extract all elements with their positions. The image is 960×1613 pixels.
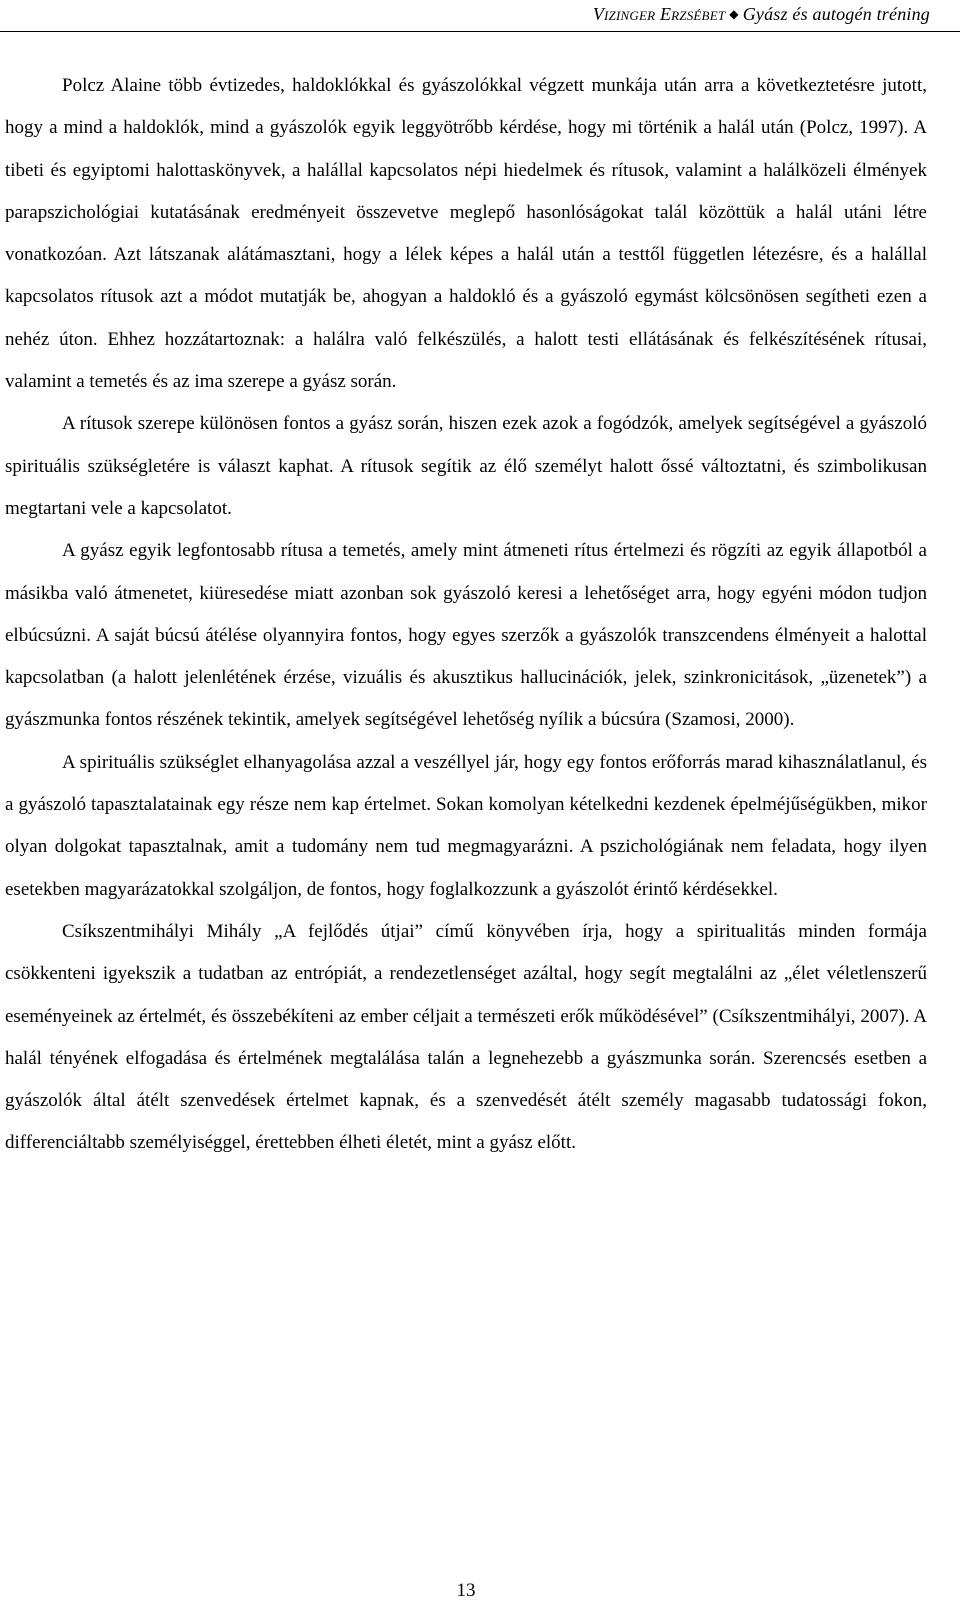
header-author: Vizinger Erzsébet bbox=[592, 4, 726, 24]
diamond-separator-icon: ◆ bbox=[729, 7, 739, 21]
page-number: 13 bbox=[456, 1580, 476, 1601]
body-text bbox=[5, 65, 927, 1165]
paragraph: Polcz Alaine több évtizedes, haldoklókkal és gyászolókkal végzett munkája után arra a következtetésre jutott, hogy a mind a haldoklók, mind a gyászolók egyik leggyötrőbb kérdése, hogy mi történik a halál után (Polcz, 1997). A tibeti és egyiptomi halottaskönyvek, a halállal kapcsolatos népi hiedelmek és rítusok, valamint a halálközeli élmények parapszichológiai kutatásának eredményeit összevetve meglepő hasonlóságokat talál közöttük a halál utáni létre vonatkozóan. Azt látszanak alátámasztani, hogy a lélek képes a halál után a testtől független létezésre, és a halállal kapcsolatos rítusok azt a módot mutatják be, ahogyan a haldokló és a gyászoló egymást kölcsönösen segítheti ezen a nehéz úton. Ehhez hozzátartoznak: a halálra való felkészülés, a halott testi ellátásának és felkészítésének rítusai, valamint a temetés és az ima szerepe a gyász során. bbox=[5, 75, 927, 393]
paragraph: A spirituális szükséglet elhanyagolása azzal a veszéllyel jár, hogy egy fontos erőforrás marad kihasználatlanul, és a gyászoló tapasztalatainak egy része nem kap értelmet. Sokan komolyan kételkedni kezdenek épelméjűségükben, mikor olyan dolgokat tapasztalnak, amit a tudomány nem tud megmagyarázni. A pszichológiának nem feladata, hogy ilyen esetekben magyarázatokkal szolgáljon, de fontos, hogy foglalkozzunk a gyászolót érintő kérdésekkel. bbox=[5, 751, 927, 900]
header-title: Gyász és autogén tréning bbox=[742, 4, 930, 24]
header-divider bbox=[0, 31, 960, 32]
paragraph: A rítusok szerepe különösen fontos a gyász során, hiszen ezek azok a fogódzók, amelyek segítségével a gyászoló spirituális szükségletére is választ kaphat. A rítusok segítik az élő személyt halott őssé változtatni, és szimbolikusan megtartani vele a kapcsolatot. bbox=[5, 413, 927, 519]
paragraph: A gyász egyik legfontosabb rítusa a temetés, amely mint átmeneti rítus értelmezi és rögzíti az egyik állapotból a másikba való átmenetet, kiüresedése miatt azonban sok gyászoló keresi a lehetőséget arra, hogy egyéni módon tudjon elbúcsúzni. A saját búcsú átélése olyannyira fontos, hogy egyes szerzők a gyászolók transzcendens élményeit a halottal kapcsolatban (a halott jelenlétének érzése, vizuális és akusztikus hallucinációk, jelek, szinkronicitások, „üzenetek”) a gyászmunka fontos részének tekintik, amelyek segítségével lehetőség nyílik a búcsúra (Szamosi, 2000). bbox=[5, 540, 927, 731]
running-header bbox=[593, 4, 930, 25]
paragraph: Csíkszentmihályi Mihály „A fejlődés útjai” című könyvében írja, hogy a spiritualitás minden formája csökkenteni igyekszik a tudatban az entrópiát, a rendezetlenséget azáltal, hogy segít megtalálni az „élet véletlenszerű eseményeinek az értelmét, és összebékíteni az ember céljait a természeti erők működésével” (Csíkszentmihályi, 2007). A halál tényének elfogadása és értelmének megtalálása talán a legnehezebb a gyászmunka során. Szerencsés esetben a gyászolók által átélt szenvedések értelmet kapnak, és a szenvedését átélt személy magasabb tudatossági fokon, differenciáltabb személyiséggel, érettebben élheti életét, mint a gyász előtt. bbox=[5, 920, 927, 1154]
